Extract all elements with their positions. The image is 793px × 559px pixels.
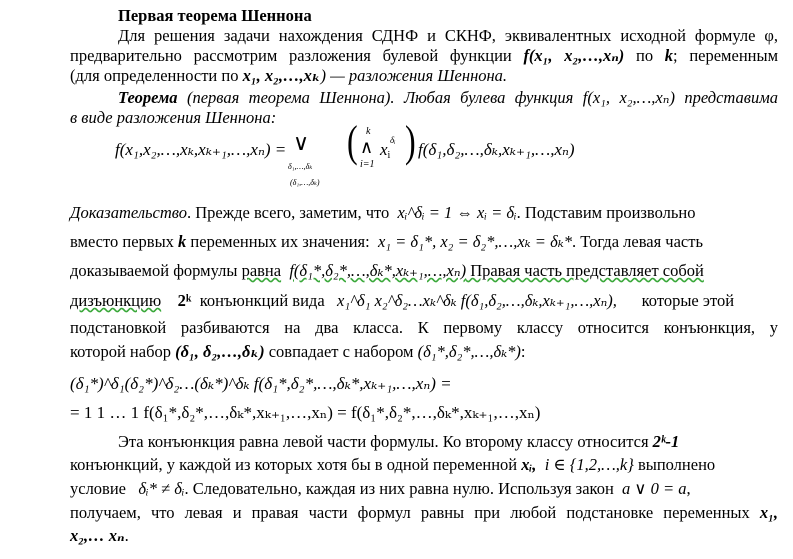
tail-line-5: x₂,… xₙ. — [70, 526, 129, 545]
theorem-line-1: Теорема (первая теорема Шеннона). Любая булева функция f(x₁, x₂,…,xₙ) представима — [118, 88, 778, 107]
section-heading: Первая теорема Шеннона — [118, 6, 312, 25]
close-paren: ) — [405, 115, 416, 166]
disjunction-symbol: ∨ — [293, 130, 310, 155]
proof-line-1: Доказательство. Прежде всего, заметим, что xᵢ^δᵢ = 1 ⇔ xᵢ = δᵢ. Подставим произвольно — [70, 203, 696, 222]
conj-term-power: δᵢ — [390, 135, 396, 145]
intro-line-2: предварительно рассмотрим разложения булевой функции f(x₁, x₂,…,xₙ) по k; переменным — [70, 46, 779, 65]
intro-line-3: (для определенности по x₁, x₂,…,xₖ) — разложения Шеннона. — [70, 66, 508, 85]
proof-line-3: доказываемой формулы равна f(δ₁*,δ₂*,…,δₖ*,xₖ₊₁,…,xₙ) Правая часть представляет собой — [70, 261, 704, 280]
proof-line-5: подстановкой разбиваются на два класса. К первому классу относится конъюнкция, у — [70, 318, 778, 337]
shannon-formula — [115, 140, 286, 160]
intro-line-1: Для решения задачи нахождения СДНФ и СКНФ, эквивалентных исходной формуле φ, — [118, 26, 778, 45]
open-paren: ( — [347, 115, 358, 166]
conjunction-symbol: ∧ — [360, 137, 374, 157]
tail-line-4: получаем, что левая и правая части формул равны при любой подстановке переменных x₁, — [70, 503, 778, 522]
proof-line-2: вместо первых k переменных их значения: x₁ = δ₁*, x₂ = δ₂*,…,xₖ = δₖ*. Тогда левая часть — [70, 232, 703, 251]
tail-line-3: условие δᵢ* ≠ δᵢ. Следовательно, каждая из них равна нулю. Используя закон a ∨ 0 = a, — [70, 479, 691, 498]
tail-line-1: Эта конъюнкция равна левой части формулы. Ко второму классу относится 2ᵏ-1 — [118, 432, 680, 451]
formula-lhs: f(x₁,x₂,…,xₖ,xₖ₊₁,…,xₙ) = — [115, 140, 287, 159]
conj-upper: k — [366, 126, 371, 137]
formula-rhs: f(δ₁,δ₂,…,δₖ,xₖ₊₁,…,xₙ) — [418, 140, 575, 159]
tail-line-2: конъюнкций, у каждой из которых хотя бы в одной переменной xᵢ, i ∈ {1,2,…,k} выполнено — [70, 455, 716, 474]
theorem-line-2: в виде разложения Шеннона: — [70, 108, 277, 127]
conj-term: $x_i$ — [380, 140, 391, 161]
equation-2: = 1 1 … 1 f(δ₁*,δ₂*,…,δₖ*,xₖ₊₁,…,xₙ) = f(δ₁*,δ₂*,…,δₖ*,xₖ₊₁,…,xₙ) — [70, 403, 541, 422]
proof-line-4: дизъюнкцию 2ᵏ конъюнкций вида x₁^δ₁ x₂^δ₂…xₖ^δₖ f(δ₁,δ₂,…,δₖ,xₖ₊₁,…,xₙ), которые этой — [70, 291, 735, 310]
disjunction-subscript: δ₁,…,δₖ — [288, 162, 313, 171]
proof-line-6: которой набор (δ₁, δ₂,…,δₖ) совпадает с набором (δ₁*,δ₂*,…,δₖ*): — [70, 342, 526, 361]
equation-1: (δ₁*)^δ₁(δ₂*)^δ₂…(δₖ*)^δₖ f(δ₁*,δ₂*,…,δₖ*,xₖ₊₁,…,xₙ) = — [70, 374, 452, 393]
disjunction-subscript-2: (δ₁,…,δₖ) — [290, 178, 320, 187]
conj-lower: i=1 — [360, 159, 375, 170]
